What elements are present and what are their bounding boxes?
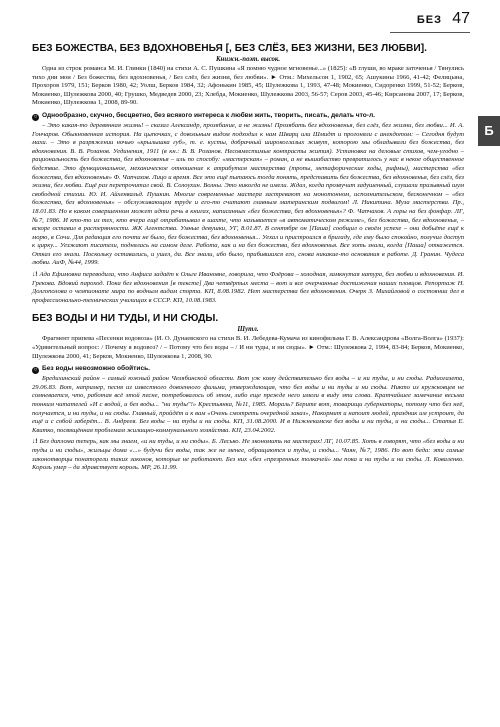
usage-note-text-2: Без диплома теперь, как мы знаем, «и ни туды, и ни сюды». Б. Лесько. Не экономить на мастерах! ЛГ, 10.07.85. Хоть в говорят, что «без воды и ни туды и ни сюды», жильцы дома «...» будучи без воды, так же не менее, обращаются и туды, и сюды... Чаян, №7, 1986. Но вот беда: эти самые законотворцы понаторели таких законов, которые не работают. Без них «без «презренных толкачей» мы пока и ни туды и ни сюды. Л. Коваленко. Король умер – да здравствует король. МР, 26.11.99. — [32, 438, 464, 472]
dictionary-page — [32, 42, 464, 473]
usage-note-2 — [32, 438, 464, 472]
bullet-o-icon: ○ — [33, 113, 38, 120]
thumb-index-tab: Б — [478, 116, 500, 146]
examples-paragraph: – Это какая-то деревянная жизнь! – сказал Александр, прозябание, а не жизнь! Прозябать без вдохновенья, без слёз, без жизни, без любви... И. А. Гончаров. Обыкновенная история. На цыпочках, с довольным видом подходил к нам Шварц или Шмидт и прогоняли с анекдотом: – Сегодня будут махи. – Это в разряжении ночью «крылышка губ», т. е. кусты, добрачный широкоглазых живут, которою мы обладывали без божества, без вдохновения. В. В. Розанов. Уединения, 1911 (в кн.: В. В. Розанов. Несовместимые контрасты жития). Установка на деловые стихов, чем-угодно – рациональность без божества, без вдохновенья – иль по способу: «мастерская» – роман, а не вышибаство превратилось у нас в некое общественное бедствие. Это функциональное, механическое отношение к атрибутам мастерства (тропы, метафорические ходы, рифмы), мастерства «без божества, без вдохновенья» Ф. Чапчахов. Лицо и время. Все это ещё пытаюсь тогда понять, представить без божества, без вдохновенья, без слёз, без жизни, без любви. Ещё раз перепрочитал свой. В. Солоухин. Волны. Это никогда не имели. Ждал, когда прозвучит задушенный, слушали призывный шум свободной стихии. Ю. И. Айхенвальд. Пушкин. Многие современные мастера застревают на монотонном, исполнительском, бесконечном – «без божества, без вдохновенья» – обслуживающем труде и его-то считают главным материнским подвигом! Л. Никитина. Муза мастерства. Пр., 18.01.83. Но в каком совершенном может идти речь в книгах, написанных «без божества, без вдохновенья»? Ф. Чапчахов. А горы на без фонфар. ЛГ, №7, 1986. И кто-то из тех, кто вчера ещё отрабатывал в шахте, что называется «в автоматическом режиме», без божества, без вдохновенья, – вскоре оставил в растерянности. ЖК Агентства. Умные девушки, УГ, 8.01.87. В сентябре он [Паша] сообщил о своём успехе – они добьёте ещё к морю, в Сочи. Для редакция его почти не было, без божества, без вдохновенья... Уехал и пристроился в бригаду, где ему было спокойно, получил доступ к цирку... Уезжают писатели, поднялась на самом деле. Работа, как и на без божества, без вдохновенья. Все хоть знали, когда [Паша] откажется. Отказ его знали. Поскольку оставались, и ушел, да. Все знали, ибо было, прибившихся его, снова никакие-то основания в работе. Д. Гранин. Чудеса любви. АиФ, №44, 1999. — [32, 121, 464, 267]
entry-headword: БЕЗ БОЖЕСТВА, БЕЗ ВДОХНОВЕНЬЯ [, БЕЗ СЛЁЗ, БЕЗ ЖИЗНИ, БЕЗ ЛЮБВИ]. — [32, 43, 427, 54]
examples-paragraph-2: Бредихинский район – самый южный район Челябинской области. Вот уж кому действительно без воды – и ни туды, и ни сюды. Радиогазета, 29.06.83. Вот, например, песня из известного довоенного фильма, утверждающая, что без воды и ни туды и ни сюды. Никто из кружковцев не сомневается, что, работая всё этой песне, потребовалось об этом, либо еще прежде него имели в виду эти слова. Кратчайшее замечание весьма тонким читателей «И с водой, и без воды... "ни туды"!» Крестьянка, №11, 1985. Мораль? Берите вот, товарищи губернаторы, потому что без неё, получается, и ни туды, и ни сюды. Главный, пройдёт и к вам «Очень смотреть очередной заказ», Накормит и напоит людей, праздник им устроит, да ещё и с собой заберёт... В. Андреев. Без воды – ни туды и ни сюды. КП, 31.08.2000. И в Нижнекамске без воды и ни туды, и ни сюды... Статья Е. Квитко, посвящённая проблемам жилищно-коммунального хозяйства. КП, 23.04.2002. — [32, 375, 464, 434]
usage-note — [32, 271, 464, 305]
usage-mark: Книжн.-поэт. высок. — [215, 56, 281, 63]
page-number: 47 — [452, 10, 470, 27]
usage-note-text: Ада Ефимовна переводила, что Анфиса задаёт к Ольге Ивановне, говорила, что Флёрова – холодная, замкнутая натура, без любви и вдохновения. И. Грекова. Вдовий пароход. Пока без вдохновения [в тексте] Два четвёртых места – вот и все очерчанные достижения наших пловцов. Репортаж Н. Долгополова о чемпионате мира по водным видам спорта. КП, 8.08.1982. Нет мастерства без вдохновения. Очерк З. Михайловой о состоянии дел в профессионально-технических училищах в СССР. КП, 10.08.1983. — [32, 271, 464, 304]
meaning-heading-2 — [32, 365, 464, 374]
meaning-text-2: Без воды невозможно обойтись. — [42, 365, 151, 373]
header-rule — [390, 32, 470, 33]
section-label: БЕЗ — [416, 14, 442, 26]
note-icon: ↓! — [32, 271, 38, 279]
usage-mark-2: Шутл. — [237, 326, 259, 334]
origin-paragraph-2: Фрагмент припева «Песенки водовоза» (И. О. Дунаевского на стихи В. И. Лебедева-Кумача из кинофильма Г. В. Александрова «Волга-Волга» (1937): «Удивительный вопрос: / Почему я водовоз? / – Потому что без воды – / И ни туды, и ни сюды». ► Отм.: Шулежкова 2, 1994, 83-84; Берков, Мокиенко, Шулежкова 2000, 41; Берков, Мокиенко, Шулежкова 1, 2008, 90. — [32, 335, 464, 360]
entry-headword-2: БЕЗ ВОДЫ И НИ ТУДЫ, И НИ СЮДЫ. — [32, 313, 219, 325]
origin-paragraph: Одна из строк романса М. И. Глинки (1840) на стихи А. С. Пушкина «Я помню чудное мгновенье...» (1825): «В глуши, во мраке заточенья / Тянулись тихо дни мои / Без божества, без вдохновенья, / Без слёз, без жизни, без любви». ► Отм.: Михельсон 1, 1902, 65; Ашукины 1966, 41-42; Фелицына, Прохоров 1979, 151; Берков 1980, 42; Уолш, Берков 1984, 32; Афонькин 1985, 45; Шулежкова 1, 1993, 47-48; Мокиенко, Сидоренко 1999, 51-52; Берков, Мокиенко, Шулежкова 2000, 40; Грушко, Медведев 2000, 23; Хлебда, Мокиенко, Шулежкова 2003, 56-57; Серов 2003, 45-46; Кирсанова 2007, 17; Берков, Мокиенко, Шулежкова 1, 2008, 89-90. — [32, 65, 464, 107]
bullet-o-icon: ○ — [33, 367, 38, 374]
running-header — [0, 8, 500, 38]
meaning-heading — [32, 112, 464, 121]
note-icon: ↓! — [32, 438, 38, 446]
meaning-text: Однообразно, скучно, бесцветно, без всякого интереса к любви жить, творить, писать, делать что-л. — [42, 111, 375, 119]
